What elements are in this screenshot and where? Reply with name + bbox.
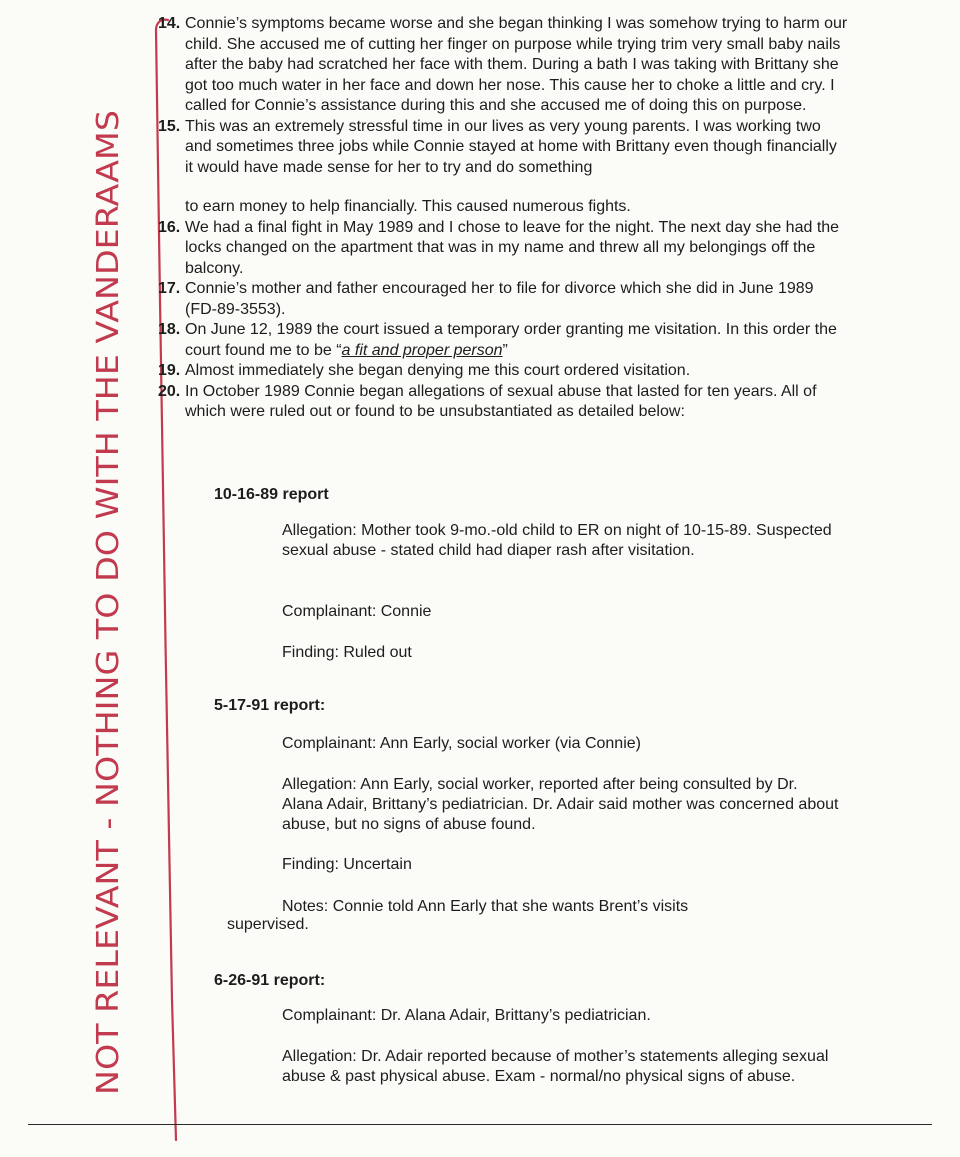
- item-text-main: On June 12, 1989 the court issued a temporary order granting me visitation. In this order the court found me to be “: [185, 321, 837, 359]
- item-number: 15.: [158, 117, 181, 135]
- item-number: 18.: [158, 321, 181, 338]
- report-notes: Notes: Connie told Ann Early that she wants Brent’s visits: [282, 898, 689, 915]
- margin-note-text: NOT RELEVANT - NOTHING TO DO WITH THE VANDERAAMS: [91, 208, 126, 1095]
- list-item: [158, 117, 848, 218]
- report-allegation: Allegation: Ann Early, social worker, reported after being consulted by Dr. Alana Adair, Brittany’s pediatrician. Dr. Adair said mother was concerned about abuse, but no signs of abuse found.: [282, 776, 839, 833]
- item-text: Connie’s symptoms became worse and she began thinking I was somehow trying to harm our child. She accused me of cutting her finger on purpose while trying trim very small baby nails after the baby had scratched her face with them. During a bath I was taking with Brittany she got too much water in her face and down her nose. This cause her to choke a little and cry. I called for Connie’s assistance during this and she accused me of doing this on purpose.: [185, 15, 848, 114]
- list-item: [158, 279, 848, 320]
- numbered-items: [158, 14, 848, 423]
- quoted-phrase: a fit and proper person: [341, 341, 503, 359]
- list-item: [158, 361, 848, 382]
- item-number: 17.: [158, 280, 181, 297]
- item-number: 19.: [158, 362, 181, 379]
- item-number: 20.: [158, 382, 181, 400]
- item-text: Connie’s mother and father encouraged her to file for divorce which she did in June 1989 (FD-89-3553).: [185, 280, 814, 318]
- report-notes-continued: supervised.: [227, 916, 309, 933]
- item-number: 14.: [158, 15, 181, 32]
- item-text-continued: to earn money to help financially. This caused numerous fights.: [185, 198, 631, 215]
- list-item: [158, 218, 848, 280]
- item-text: We had a final fight in May 1989 and I chose to leave for the night. The next day she had the locks changed on the apartment that was in my name and threw all my belongings off the balcony.: [185, 218, 840, 277]
- report-complainant: Complainant: Ann Early, social worker (via Connie): [282, 735, 641, 752]
- list-item: [158, 320, 848, 361]
- item-text: This was an extremely stressful time in our lives as very young parents. I was working two and sometimes three jobs while Connie stayed at home with Brittany even though financially it would have made sense for her to try and do something: [185, 117, 837, 176]
- list-item: [158, 14, 848, 117]
- footer-rule: [28, 1124, 932, 1125]
- report-finding: Finding: Ruled out: [282, 644, 412, 661]
- report-finding: Finding: Uncertain: [282, 856, 412, 873]
- report-title: 6-26-91 report:: [214, 972, 326, 989]
- report-allegation: Allegation: Mother took 9-mo.-old child to ER on night of 10-15-89. Suspected sexual abuse - stated child had diaper rash after visitation.: [282, 522, 832, 559]
- report-complainant: Complainant: Dr. Alana Adair, Brittany’s pediatrician.: [282, 1007, 651, 1024]
- report-title: 10-16-89 report: [214, 486, 329, 503]
- item-text: In October 1989 Connie began allegations of sexual abuse that lasted for ten years. All of which were ruled out or found to be unsubstantiated as detailed below:: [185, 382, 817, 420]
- report-title: 5-17-91 report:: [214, 697, 326, 714]
- item-text: Almost immediately she began denying me this court ordered visitation.: [185, 362, 691, 379]
- item-text: [185, 320, 848, 361]
- list-item: [158, 382, 848, 423]
- report-allegation: Allegation: Dr. Adair reported because of mother’s statements alleging sexual abuse & past physical abuse. Exam - normal/no physical signs of abuse.: [282, 1048, 829, 1085]
- closing-quote: ”: [502, 341, 508, 359]
- report-complainant: Complainant: Connie: [282, 603, 432, 620]
- item-number: 16.: [158, 218, 181, 236]
